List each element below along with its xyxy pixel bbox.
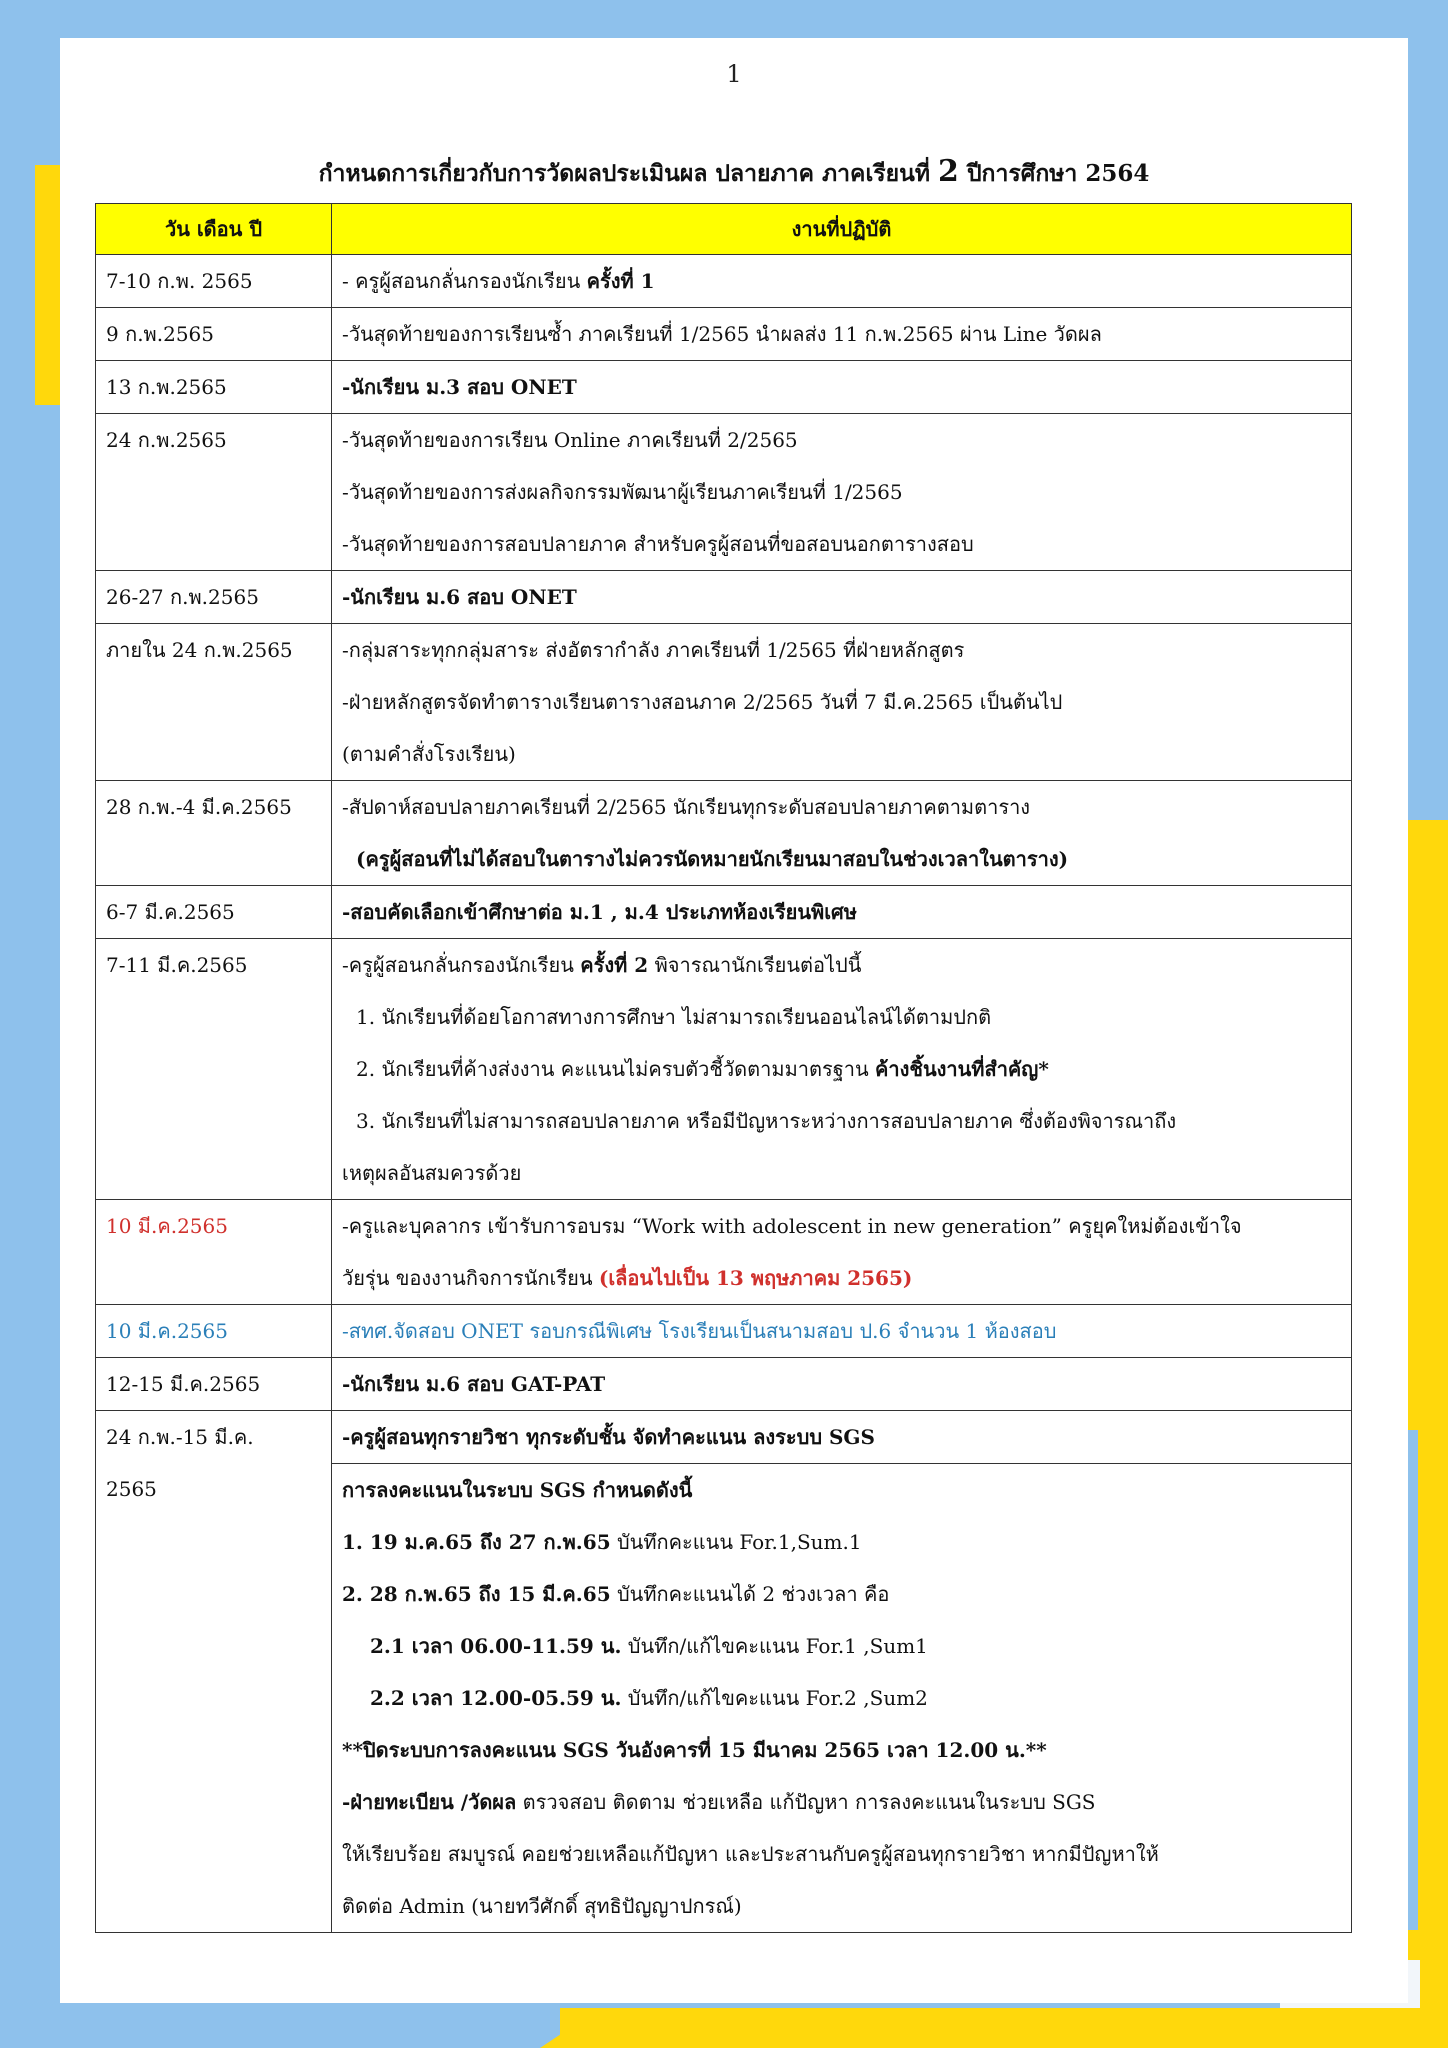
document-title [60,154,1408,192]
table-row [96,1305,1352,1358]
task-text: -ครูผู้สอนกลั่นกรองนักเรียน [342,953,574,977]
table-row [96,255,1352,308]
task-text: - ครูผู้สอนกลั่นกรองนักเรียน [342,269,581,293]
table-row [96,1358,1352,1411]
row-date: 12-15 มี.ค.2565 [96,1358,332,1411]
table-row [96,361,1352,414]
task-emphasis: 2. 28 ก.พ.65 ถึง 15 มี.ค.65 [342,1582,611,1606]
task-line: -ครูและบุคลากร เข้ารับการอบรม “Work with adolescent in new generation” ครูยุคใหม่ต้องเข้าใจ [342,1214,1242,1238]
table-row [96,571,1352,624]
row-task [332,414,1352,571]
task-line [342,1776,1341,1828]
table-header-row [96,204,1352,255]
task-line: -สัปดาห์สอบปลายภาคเรียนที่ 2/2565 นักเรียนทุกระดับสอบปลายภาคตามตาราง [342,795,1031,819]
decor-yellow-wedge [540,2008,600,2048]
table-row [96,886,1352,939]
row-task [332,1464,1352,1933]
task-emphasis: 2.2 เวลา 12.00-05.59 น. [370,1686,622,1710]
title-term-number: 2 [938,154,959,189]
row-date [96,1411,332,1933]
task-emphasis: ค้างชิ้นงานที่สำคัญ* [875,1057,1049,1081]
task-line [342,1252,1341,1304]
document-page [60,38,1408,2003]
row-task [332,1200,1352,1305]
task-list-item: 3. นักเรียนที่ไม่สามารถสอบปลายภาค หรือมีปัญหาระหว่างการสอบปลายภาค ซึ่งต้องพิจารณาถึง [356,1109,1177,1133]
row-date: 26-27 ก.พ.2565 [96,571,332,624]
row-date: 24 ก.พ.2565 [96,414,332,571]
row-date: 9 ก.พ.2565 [96,308,332,361]
table-row [96,414,1352,571]
table-row [96,624,1352,781]
task-line: เหตุผลอันสมควรด้วย [342,1161,522,1185]
task-closing-note: **ปิดระบบการลงคะแนน SGS วันอังคารที่ 15 มีนาคม 2565 เวลา 12.00 น.** [342,1738,1047,1762]
table-row [96,1200,1352,1305]
row-task: -นักเรียน ม.3 สอบ ONET [332,361,1352,414]
task-line [342,1568,1341,1620]
task-text: บันทึก/แก้ไขคะแนน For.2 ,Sum2 [627,1686,928,1710]
task-emphasis: 1. 19 ม.ค.65 ถึง 27 ก.พ.65 [342,1530,611,1554]
title-year: ปีการศึกษา 2564 [966,160,1150,187]
row-date: 28 ก.พ.-4 มี.ค.2565 [96,781,332,886]
row-task: -สอบคัดเลือกเข้าศึกษาต่อ ม.1 , ม.4 ประเภทห้องเรียนพิเศษ [332,886,1352,939]
task-heading: การลงคะแนนในระบบ SGS กำหนดดังนี้ [342,1478,693,1502]
row-task: -สทศ.จัดสอบ ONET รอบกรณีพิเศษ โรงเรียนเป็นสนามสอบ ป.6 จำนวน 1 ห้องสอบ [332,1305,1352,1358]
task-line: ให้เรียบร้อย สมบูรณ์ คอยช่วยเหลือแก้ปัญหา และประสานกับครูผู้สอนทุกรายวิชา หากมีปัญหาให้ [342,1842,1159,1866]
task-text: พิจารณานักเรียนต่อไปนี้ [654,953,862,977]
row-date: 10 มี.ค.2565 [96,1305,332,1358]
date-line: 24 ก.พ.-15 มี.ค. [106,1425,254,1449]
row-date: 6-7 มี.ค.2565 [96,886,332,939]
header-task: งานที่ปฏิบัติ [332,204,1352,255]
task-note: (ครูผู้สอนที่ไม่ได้สอบในตารางไม่ควรนัดหมายนักเรียนมาสอบในช่วงเวลาในตาราง) [356,847,1069,871]
task-list-item: 1. นักเรียนที่ด้อยโอกาสทางการศึกษา ไม่สามารถเรียนออนไลน์ได้ตามปกติ [356,1005,992,1029]
table-row [96,1411,1352,1464]
row-date: 10 มี.ค.2565 [96,1200,332,1305]
task-line [342,1672,1341,1724]
task-emphasis: ครั้งที่ 2 [580,953,649,977]
row-task: -นักเรียน ม.6 สอบ ONET [332,571,1352,624]
task-text: ตรวจสอบ ติดตาม ช่วยเหลือ แก้ปัญหา การลงคะแนนในระบบ SGS [522,1790,1096,1814]
decor-yellow-bar-bottom [560,2008,1448,2048]
row-date: 7-10 ก.พ. 2565 [96,255,332,308]
row-date: 13 ก.พ.2565 [96,361,332,414]
task-line: -วันสุดท้ายของการสอบปลายภาค สำหรับครูผู้สอนที่ขอสอบนอกตารางสอบ [342,532,974,556]
task-line [342,1620,1341,1672]
header-date: วัน เดือน ปี [96,204,332,255]
task-emphasis: ครั้งที่ 1 [586,269,655,293]
task-text: วัยรุ่น ของงานกิจการนักเรียน [342,1266,593,1290]
row-task [332,939,1352,1200]
task-emphasis: 2.1 เวลา 06.00-11.59 น. [370,1634,622,1658]
table-row [96,781,1352,886]
row-date: 7-11 มี.ค.2565 [96,939,332,1200]
task-text: บันทึกคะแนนได้ 2 ช่วงเวลา คือ [616,1582,890,1606]
task-line: ติดต่อ Admin (นายทวีศักดิ์ สุทธิปัญญาปกรณ์) [342,1894,742,1918]
row-task: -ครูผู้สอนทุกรายวิชา ทุกระดับชั้น จัดทำคะแนน ลงระบบ SGS [332,1411,1352,1464]
task-text: บันทึกคะแนน For.1,Sum.1 [616,1530,862,1554]
row-task [332,624,1352,781]
task-list-item [342,1043,1341,1095]
schedule-table [95,203,1352,1933]
task-postponed-note: (เลื่อนไปเป็น 13 พฤษภาคม 2565) [598,1266,913,1290]
task-emphasis: -ฝ่ายทะเบียน /วัดผล [342,1790,517,1814]
row-task: -วันสุดท้ายของการเรียนซ้ำ ภาคเรียนที่ 1/2565 นำผลส่ง 11 ก.พ.2565 ผ่าน Line วัดผล [332,308,1352,361]
task-line: -วันสุดท้ายของการเรียน Online ภาคเรียนที่ 2/2565 [342,428,798,452]
row-task [332,255,1352,308]
row-date: ภายใน 24 ก.พ.2565 [96,624,332,781]
task-line: -ฝ่ายหลักสูตรจัดทำตารางเรียนตารางสอนภาค 2/2565 วันที่ 7 มี.ค.2565 เป็นต้นไป [342,690,1063,714]
table-row [96,939,1352,1200]
date-line: 2565 [106,1477,157,1501]
task-line: (ตามคำสั่งโรงเรียน) [342,742,516,766]
task-text: บันทึก/แก้ไขคะแนน For.1 ,Sum1 [627,1634,928,1658]
row-task [332,781,1352,886]
row-task: -นักเรียน ม.6 สอบ GAT-PAT [332,1358,1352,1411]
table-row [96,308,1352,361]
task-line: -วันสุดท้ายของการส่งผลกิจกรรมพัฒนาผู้เรียนภาคเรียนที่ 1/2565 [342,480,903,504]
task-line: -กลุ่มสาระทุกกลุ่มสาระ ส่งอัตรากำลัง ภาคเรียนที่ 1/2565 ที่ฝ่ายหลักสูตร [342,638,965,662]
task-line [342,939,1341,991]
task-line [342,1516,1341,1568]
task-text: 2. นักเรียนที่ค้างส่งงาน คะแนนไม่ครบตัวชี้วัดตามมาตรฐาน [356,1057,869,1081]
title-text: กำหนดการเกี่ยวกับการวัดผลประเมินผล ปลายภาค ภาคเรียนที่ [318,160,931,187]
page-number: 1 [726,60,742,88]
